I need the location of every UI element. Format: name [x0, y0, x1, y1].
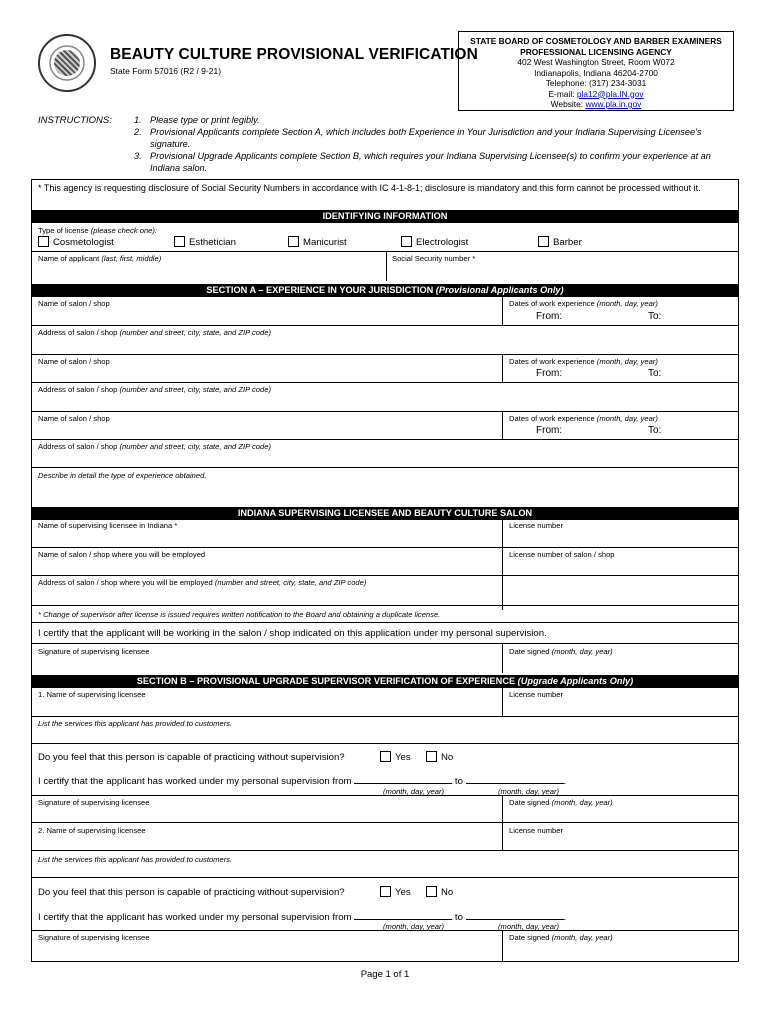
- supervising-licensee-name-label[interactable]: Name of supervising licensee in Indiana *: [38, 521, 178, 530]
- to-field[interactable]: To:: [648, 311, 662, 322]
- instruction-item: [134, 126, 734, 150]
- capable-no-option[interactable]: [426, 751, 453, 763]
- instruction-text: Please type or print legibly.: [150, 115, 260, 125]
- ssn-label[interactable]: Social Security number *: [392, 254, 476, 263]
- divider: [31, 251, 739, 252]
- certify-prefix: I certify that the applicant has worked under my personal supervision from: [38, 776, 352, 787]
- agency-website-row: [459, 99, 733, 110]
- salon-address-hint: (number and street, city, state, and ZIP code): [119, 328, 272, 337]
- divider: [31, 605, 739, 606]
- agency-line2: PROFESSIONAL LICENSING AGENCY: [520, 46, 672, 57]
- checkbox-no[interactable]: [426, 886, 437, 897]
- salon-address-label-text: Address of salon / shop: [38, 328, 120, 337]
- dates-hint: (month, day, year): [596, 414, 658, 423]
- capable-question: Do you feel that this person is capable of practicing without supervision?: [38, 752, 345, 763]
- salon-address-hint: (number and street, city, state, and ZIP code): [119, 442, 272, 451]
- divider: [31, 622, 739, 623]
- license-option-label: Manicurist: [303, 237, 347, 248]
- from-field[interactable]: From:: [536, 368, 563, 379]
- employed-address-hint: (number and street, city, state, and ZIP code): [214, 578, 367, 587]
- salon-address-label[interactable]: [38, 328, 271, 337]
- supervising-licensee-1-label[interactable]: 1. Name of supervising licensee: [38, 690, 146, 699]
- supervising-heading: INDIANA SUPERVISING LICENSEE AND BEAUTY CULTURE SALON: [31, 507, 739, 520]
- to-date-hint: (month, day, year): [498, 922, 560, 931]
- agency-address1: 402 West Washington Street, Room W072: [517, 57, 675, 67]
- dates-label-text: Dates of work experience: [509, 414, 597, 423]
- change-supervisor-note: * Change of supervisor after license is issued requires written notification to the Board and obtaining a duplicate license.: [38, 610, 441, 619]
- salon-license-number-label[interactable]: License number of salon / shop: [509, 550, 615, 559]
- agency-line1: STATE BOARD OF COSMETOLOGY AND BARBER EXAMINERS: [470, 36, 722, 46]
- certify-prefix: I certify that the applicant has worked under my personal supervision from: [38, 912, 352, 923]
- identifying-info-heading: IDENTIFYING INFORMATION: [31, 210, 739, 223]
- divider: [31, 439, 739, 440]
- salon-address-label[interactable]: [38, 442, 271, 451]
- license-option-electrologist[interactable]: [401, 236, 468, 248]
- yes-label: Yes: [395, 752, 411, 763]
- dates-label-text: Dates of work experience: [509, 299, 597, 308]
- checkbox-barber[interactable]: [538, 236, 549, 247]
- instruction-number: 3.: [134, 151, 142, 161]
- yes-label: Yes: [395, 887, 411, 898]
- date-signed-label[interactable]: [509, 933, 613, 942]
- checkbox-yes[interactable]: [380, 751, 391, 762]
- date-signed-label-text: Date signed: [509, 933, 552, 942]
- divider: [502, 520, 503, 610]
- from-date-hint: (month, day, year): [383, 787, 445, 796]
- describe-experience-label[interactable]: Describe in detail the type of experience obtained.: [38, 471, 207, 480]
- divider: [502, 411, 503, 439]
- divider: [31, 643, 739, 644]
- date-signed-label-text: Date signed: [509, 798, 552, 807]
- salon-name-label[interactable]: Name of salon / shop: [38, 414, 110, 423]
- license-option-label: Electrologist: [416, 237, 469, 248]
- agency-address2: Indianapolis, Indiana 46204-2700: [534, 67, 658, 78]
- instruction-number: 2.: [134, 127, 142, 137]
- divider: [31, 877, 739, 878]
- divider: [31, 850, 739, 851]
- salon-address-label-text: Address of salon / shop: [38, 442, 120, 451]
- divider: [31, 743, 739, 744]
- divider: [31, 467, 739, 468]
- salon-address-label[interactable]: [38, 385, 271, 394]
- instruction-item: [134, 114, 734, 126]
- from-date-field[interactable]: [354, 774, 452, 784]
- to-date-hint: (month, day, year): [498, 787, 560, 796]
- checkbox-cosmetologist[interactable]: [38, 236, 49, 247]
- instruction-text: Provisional Applicants complete Section A, which includes both Experience in Your Jurisdiction and your Indiana Supervising Licensee's signature.: [150, 127, 702, 149]
- checkbox-no[interactable]: [426, 751, 437, 762]
- signature-label[interactable]: Signature of supervising licensee: [38, 933, 150, 942]
- license-option-label: Cosmetologist: [53, 237, 114, 248]
- license-option-barber[interactable]: [538, 236, 582, 248]
- employed-address-label-text: Address of salon / shop where you will be employed: [38, 578, 215, 587]
- divider: [502, 354, 503, 382]
- license-type-label-text: Type of license: [38, 226, 91, 235]
- ssn-disclosure-note: * This agency is requesting disclosure of Social Security Numbers in accordance with IC 4-1-8-1; disclosure is mandatory and this form cannot be processed without it.: [38, 183, 701, 193]
- certify-to: to: [454, 912, 463, 923]
- section-a-heading-italic: (Provisional Applicants Only): [435, 285, 564, 295]
- date-signed-hint: (month, day, year): [551, 798, 613, 807]
- checkbox-electrologist[interactable]: [401, 236, 412, 247]
- from-date-field[interactable]: [354, 910, 452, 920]
- employed-address-label[interactable]: [38, 578, 366, 587]
- instructions-label: INSTRUCTIONS:: [38, 115, 112, 126]
- salon-address-label-text: Address of salon / shop: [38, 385, 120, 394]
- agency-email-row: [459, 89, 733, 100]
- divider: [502, 688, 503, 716]
- instruction-number: 1.: [134, 115, 142, 125]
- salon-address-hint: (number and street, city, state, and ZIP code): [119, 385, 272, 394]
- supervision-period-statement: [38, 910, 566, 923]
- dates-label: [509, 414, 658, 423]
- agency-box: [458, 31, 734, 111]
- dates-label-text: Dates of work experience: [509, 357, 597, 366]
- section-b-heading: [31, 675, 739, 688]
- section-b-heading-text: SECTION B – PROVISIONAL UPGRADE SUPERVISOR VERIFICATION OF EXPERIENCE: [136, 676, 518, 686]
- capable-question: Do you feel that this person is capable of practicing without supervision?: [38, 887, 345, 898]
- no-label: No: [441, 887, 454, 898]
- website-link[interactable]: www.pla.in.gov: [585, 99, 642, 109]
- dates-label: [509, 357, 658, 366]
- supervision-period-statement: [38, 774, 566, 787]
- email-link[interactable]: pla12@pla.IN.gov: [576, 88, 644, 99]
- employed-salon-label[interactable]: Name of salon / shop where you will be employed: [38, 550, 206, 559]
- applicant-name-hint: (last, first, middle): [101, 254, 162, 263]
- divider: [502, 297, 503, 325]
- services-label[interactable]: List the services this applicant has provided to customers.: [38, 855, 233, 864]
- divider: [31, 716, 739, 717]
- divider: [31, 411, 739, 412]
- license-option-manicurist[interactable]: [288, 236, 347, 248]
- license-option-esthetician[interactable]: [174, 236, 236, 248]
- date-signed-label[interactable]: [509, 798, 613, 807]
- to-date-field[interactable]: [466, 910, 564, 920]
- salon-name-label[interactable]: Name of salon / shop: [38, 299, 110, 308]
- dates-label: [509, 299, 658, 308]
- license-option-cosmetologist[interactable]: [38, 236, 114, 248]
- services-label[interactable]: List the services this applicant has provided to customers.: [38, 719, 233, 728]
- divider: [386, 251, 387, 281]
- section-b-heading-italic: (Upgrade Applicants Only): [517, 676, 634, 686]
- dates-hint: (month, day, year): [596, 357, 658, 366]
- date-signed-hint: (month, day, year): [551, 933, 613, 942]
- applicant-name-label-text: Name of applicant: [38, 254, 102, 263]
- license-number-label[interactable]: License number: [509, 521, 564, 530]
- date-signed-hint: (month, day, year): [551, 647, 613, 656]
- certify-end: .: [563, 912, 567, 923]
- capable-yes-option[interactable]: [380, 751, 411, 763]
- signature-label[interactable]: Signature of supervising licensee: [38, 647, 150, 656]
- agency-telephone: Telephone: (317) 234-3031: [545, 78, 647, 88]
- license-type-hint: (please check one):: [90, 226, 158, 235]
- license-option-label: Barber: [553, 237, 582, 248]
- divider: [31, 354, 739, 355]
- section-a-heading-text: SECTION A – EXPERIENCE IN YOUR JURISDICTION: [206, 285, 436, 295]
- license-number-label[interactable]: License number: [509, 826, 564, 835]
- certify-statement: I certify that the applicant will be working in the salon / shop indicated on this application under my personal supervision.: [38, 628, 547, 639]
- capable-no-option[interactable]: [426, 886, 453, 898]
- divider: [31, 822, 739, 823]
- license-option-label: Esthetician: [189, 237, 236, 248]
- signature-label[interactable]: Signature of supervising licensee: [38, 798, 150, 807]
- applicant-name-label[interactable]: [38, 254, 161, 263]
- instruction-item: [134, 150, 734, 174]
- checkbox-manicurist[interactable]: [288, 236, 299, 247]
- instructions-list: [134, 114, 734, 174]
- divider: [31, 325, 739, 326]
- state-seal-icon: [38, 34, 96, 92]
- dates-hint: (month, day, year): [596, 299, 658, 308]
- divider: [502, 930, 503, 962]
- certify-end: .: [563, 776, 567, 787]
- date-signed-label[interactable]: [509, 647, 613, 656]
- divider: [31, 547, 739, 548]
- from-date-hint: (month, day, year): [383, 922, 445, 931]
- divider: [502, 643, 503, 673]
- divider: [31, 575, 739, 576]
- page-number: Page 1 of 1: [360, 969, 410, 980]
- instruction-text: Provisional Upgrade Applicants complete Section B, which requires your Indiana Supervising Licensee(s) to confirm your experience at an Indiana salon.: [150, 151, 711, 173]
- to-field[interactable]: To:: [648, 368, 662, 379]
- capable-yes-option[interactable]: [380, 886, 411, 898]
- checkbox-yes[interactable]: [380, 886, 391, 897]
- license-type-label: [38, 226, 157, 235]
- date-signed-label-text: Date signed: [509, 647, 552, 656]
- license-number-label[interactable]: License number: [509, 690, 564, 699]
- divider: [31, 382, 739, 383]
- checkbox-esthetician[interactable]: [174, 236, 185, 247]
- no-label: No: [441, 752, 454, 763]
- email-label: E-mail:: [548, 88, 577, 99]
- state-form-number: State Form 57016 (R2 / 9-21): [110, 66, 222, 76]
- divider: [31, 795, 739, 796]
- to-field[interactable]: To:: [648, 425, 662, 436]
- from-field[interactable]: From:: [536, 425, 563, 436]
- form-title: BEAUTY CULTURE PROVISIONAL VERIFICATION: [110, 46, 478, 63]
- section-a-heading: [31, 284, 739, 297]
- divider: [31, 930, 739, 931]
- certify-to: to: [454, 776, 463, 787]
- supervising-licensee-2-label[interactable]: 2. Name of supervising licensee: [38, 826, 146, 835]
- from-field[interactable]: From:: [536, 311, 563, 322]
- website-label: Website:: [550, 99, 586, 109]
- to-date-field[interactable]: [466, 774, 564, 784]
- salon-name-label[interactable]: Name of salon / shop: [38, 357, 110, 366]
